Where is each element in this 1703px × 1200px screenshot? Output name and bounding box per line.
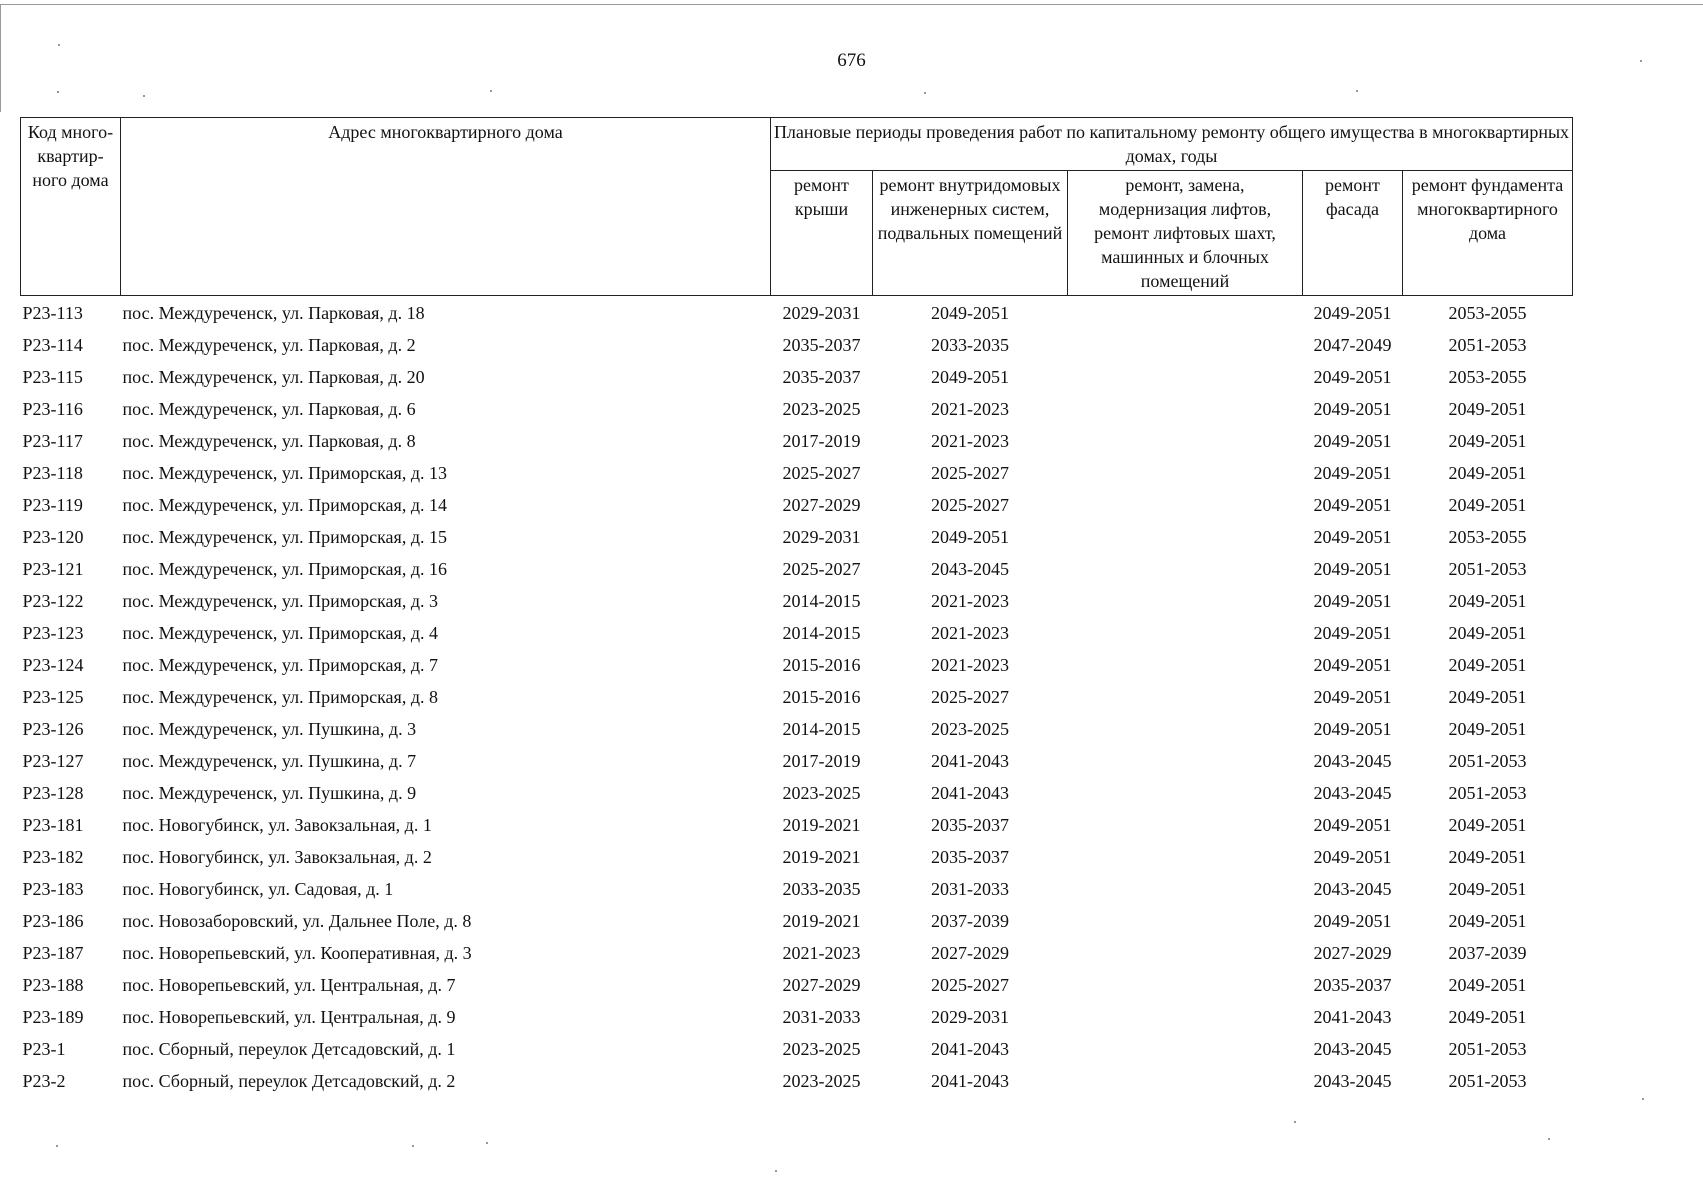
- cell-foundation: 2049-2051: [1448, 622, 1527, 643]
- cell-elevators: [1068, 549, 1303, 581]
- cell-foundation: 2049-2051: [1448, 590, 1527, 611]
- cell-systems: 2021-2023: [931, 654, 1009, 675]
- cell-code: Р23-121: [22, 558, 84, 579]
- cell-elevators: [1068, 1029, 1303, 1061]
- cell-facade: 2049-2051: [1313, 622, 1392, 643]
- cell-facade: 2043-2045: [1313, 878, 1392, 899]
- scan-speck: [58, 44, 60, 46]
- cell-systems: 2041-2043: [931, 1070, 1009, 1091]
- cell-elevators: [1068, 997, 1303, 1029]
- scan-speck: [56, 1145, 58, 1147]
- table-row: [21, 485, 1573, 517]
- cell-address: пос. Междуреченск, ул. Парковая, д. 8: [122, 430, 416, 451]
- cell-foundation: 2037-2039: [1448, 942, 1527, 963]
- cell-facade: 2043-2045: [1313, 1070, 1392, 1091]
- header-house-code: Код много-квартир-ного дома: [21, 118, 121, 296]
- cell-systems: 2041-2043: [931, 1038, 1009, 1059]
- cell-code: Р23-123: [22, 622, 84, 643]
- cell-code: Р23-117: [22, 430, 83, 451]
- cell-roof: 2019-2021: [782, 910, 861, 931]
- cell-facade: 2043-2045: [1313, 1038, 1392, 1059]
- cell-systems: 2023-2025: [931, 718, 1009, 739]
- cell-code: Р23-128: [22, 782, 84, 803]
- cell-elevators: [1068, 296, 1303, 325]
- cell-facade: 2049-2051: [1313, 302, 1392, 323]
- cell-roof: 2027-2029: [782, 494, 861, 515]
- scan-speck: [924, 92, 926, 94]
- scan-speck: [1294, 1121, 1296, 1123]
- scan-speck: [486, 1142, 488, 1144]
- cell-elevators: [1068, 581, 1303, 613]
- table-row: [21, 997, 1573, 1029]
- cell-code: Р23-115: [22, 366, 83, 387]
- table-row: [21, 357, 1573, 389]
- table-row: [21, 677, 1573, 709]
- cell-foundation: 2049-2051: [1448, 718, 1527, 739]
- table-row: [21, 549, 1573, 581]
- cell-facade: 2049-2051: [1313, 462, 1392, 483]
- cell-facade: 2049-2051: [1313, 814, 1392, 835]
- cell-foundation: 2051-2053: [1448, 750, 1527, 771]
- scan-speck: [143, 95, 145, 97]
- table-row: [21, 453, 1573, 485]
- cell-foundation: 2051-2053: [1448, 334, 1527, 355]
- cell-systems: 2033-2035: [931, 334, 1009, 355]
- cell-roof: 2029-2031: [782, 526, 861, 547]
- cell-elevators: [1068, 1061, 1303, 1093]
- scan-speck: [1356, 90, 1358, 92]
- table-row: [21, 325, 1573, 357]
- cell-elevators: [1068, 677, 1303, 709]
- cell-code: Р23-119: [22, 494, 83, 515]
- cell-roof: 2031-2033: [782, 1006, 861, 1027]
- table-row: [21, 933, 1573, 965]
- cell-elevators: [1068, 389, 1303, 421]
- cell-elevators: [1068, 773, 1303, 805]
- cell-elevators: [1068, 421, 1303, 453]
- cell-roof: 2015-2016: [782, 686, 861, 707]
- cell-elevators: [1068, 901, 1303, 933]
- cell-foundation: 2051-2053: [1448, 1038, 1527, 1059]
- cell-address: пос. Междуреченск, ул. Парковая, д. 18: [122, 302, 425, 323]
- cell-facade: 2049-2051: [1313, 846, 1392, 867]
- cell-elevators: [1068, 965, 1303, 997]
- cell-roof: 2014-2015: [782, 718, 861, 739]
- cell-address: пос. Сборный, переулок Детсадовский, д. 2: [122, 1070, 456, 1091]
- cell-address: пос. Междуреченск, ул. Пушкина, д. 9: [122, 782, 417, 803]
- scan-speck: [490, 90, 492, 92]
- table-row: [21, 773, 1573, 805]
- cell-elevators: [1068, 613, 1303, 645]
- cell-systems: 2041-2043: [931, 750, 1009, 771]
- cell-address: пос. Междуреченск, ул. Приморская, д. 14: [122, 494, 447, 515]
- cell-facade: 2027-2029: [1313, 942, 1392, 963]
- cell-address: пос. Сборный, переулок Детсадовский, д. 1: [122, 1038, 456, 1059]
- cell-systems: 2025-2027: [931, 462, 1009, 483]
- cell-code: Р23-125: [22, 686, 84, 707]
- cell-foundation: 2049-2051: [1448, 910, 1527, 931]
- scan-speck: [412, 1145, 414, 1147]
- cell-roof: 2023-2025: [782, 1070, 861, 1091]
- cell-address: пос. Междуреченск, ул. Приморская, д. 7: [122, 654, 438, 675]
- cell-elevators: [1068, 517, 1303, 549]
- cell-address: пос. Новорепьевский, ул. Центральная, д. 9: [122, 1006, 456, 1027]
- cell-code: Р23-126: [22, 718, 84, 739]
- cell-systems: 2021-2023: [931, 590, 1009, 611]
- cell-facade: 2035-2037: [1313, 974, 1392, 995]
- cell-code: Р23-120: [22, 526, 84, 547]
- cell-facade: 2043-2045: [1313, 782, 1392, 803]
- cell-elevators: [1068, 645, 1303, 677]
- scan-speck: [775, 1170, 777, 1172]
- cell-address: пос. Новогубинск, ул. Завокзальная, д. 2: [122, 846, 432, 867]
- cell-address: пос. Междуреченск, ул. Приморская, д. 3: [122, 590, 438, 611]
- cell-facade: 2049-2051: [1313, 526, 1392, 547]
- cell-address: пос. Новогубинск, ул. Завокзальная, д. 1: [122, 814, 432, 835]
- table-row: [21, 421, 1573, 453]
- cell-roof: 2035-2037: [782, 334, 861, 355]
- cell-elevators: [1068, 933, 1303, 965]
- header-facade-repair: ремонт фасада: [1303, 171, 1403, 296]
- cell-roof: 2017-2019: [782, 430, 861, 451]
- cell-systems: 2035-2037: [931, 814, 1009, 835]
- cell-roof: 2014-2015: [782, 590, 861, 611]
- cell-roof: 2029-2031: [782, 302, 861, 323]
- table-row: [21, 645, 1573, 677]
- page-number: 676: [837, 50, 866, 71]
- cell-code: Р23-127: [22, 750, 84, 771]
- cell-elevators: [1068, 869, 1303, 901]
- table-row: [21, 296, 1573, 325]
- cell-foundation: 2051-2053: [1448, 782, 1527, 803]
- cell-facade: 2049-2051: [1313, 430, 1392, 451]
- cell-code: Р23-1: [22, 1038, 66, 1059]
- cell-facade: 2047-2049: [1313, 334, 1392, 355]
- cell-roof: 2035-2037: [782, 366, 861, 387]
- cell-foundation: 2049-2051: [1448, 878, 1527, 899]
- cell-address: пос. Междуреченск, ул. Парковая, д. 20: [122, 366, 425, 387]
- cell-code: Р23-113: [22, 302, 83, 323]
- cell-code: Р23-122: [22, 590, 84, 611]
- cell-code: Р23-114: [22, 334, 83, 355]
- cell-facade: 2049-2051: [1313, 494, 1392, 515]
- cell-facade: 2049-2051: [1313, 398, 1392, 419]
- cell-code: Р23-2: [22, 1070, 66, 1091]
- cell-foundation: 2049-2051: [1448, 430, 1527, 451]
- cell-facade: 2049-2051: [1313, 654, 1392, 675]
- header-elevator-repair: ремонт, замена, модернизация лифтов, ремонт лифтовых шахт, машинных и блочных помещений: [1068, 171, 1303, 296]
- cell-roof: 2023-2025: [782, 782, 861, 803]
- table-row: [21, 1029, 1573, 1061]
- cell-elevators: [1068, 837, 1303, 869]
- cell-roof: 2025-2027: [782, 462, 861, 483]
- header-foundation-repair: ремонт фундамента многоквартирного дома: [1403, 171, 1573, 296]
- cell-code: Р23-124: [22, 654, 84, 675]
- cell-address: пос. Новорепьевский, ул. Центральная, д. 7: [122, 974, 456, 995]
- cell-roof: 2019-2021: [782, 846, 861, 867]
- cell-foundation: 2049-2051: [1448, 494, 1527, 515]
- cell-foundation: 2049-2051: [1448, 974, 1527, 995]
- cell-roof: 2033-2035: [782, 878, 861, 899]
- cell-code: Р23-188: [22, 974, 84, 995]
- cell-code: Р23-182: [22, 846, 84, 867]
- cell-roof: 2025-2027: [782, 558, 861, 579]
- cell-address: пос. Междуреченск, ул. Приморская, д. 15: [122, 526, 447, 547]
- cell-foundation: 2049-2051: [1448, 1006, 1527, 1027]
- table-row: [21, 741, 1573, 773]
- cell-facade: 2049-2051: [1313, 590, 1392, 611]
- cell-address: пос. Междуреченск, ул. Парковая, д. 6: [122, 398, 416, 419]
- cell-address: пос. Междуреченск, ул. Приморская, д. 13: [122, 462, 447, 483]
- cell-foundation: 2053-2055: [1448, 302, 1527, 323]
- cell-elevators: [1068, 741, 1303, 773]
- scan-speck: [1640, 60, 1642, 62]
- cell-systems: 2025-2027: [931, 686, 1009, 707]
- cell-foundation: 2051-2053: [1448, 558, 1527, 579]
- cell-systems: 2021-2023: [931, 430, 1009, 451]
- cell-systems: 2029-2031: [931, 1006, 1009, 1027]
- cell-elevators: [1068, 805, 1303, 837]
- table-row: [21, 805, 1573, 837]
- cell-code: Р23-189: [22, 1006, 84, 1027]
- cell-address: пос. Новорепьевский, ул. Кооперативная, д. 3: [122, 942, 472, 963]
- cell-code: Р23-116: [22, 398, 83, 419]
- cell-foundation: 2053-2055: [1448, 366, 1527, 387]
- cell-foundation: 2049-2051: [1448, 654, 1527, 675]
- cell-systems: 2021-2023: [931, 398, 1009, 419]
- cell-elevators: [1068, 357, 1303, 389]
- cell-systems: 2043-2045: [931, 558, 1009, 579]
- cell-elevators: [1068, 485, 1303, 517]
- cell-systems: 2041-2043: [931, 782, 1009, 803]
- cell-address: пос. Междуреченск, ул. Пушкина, д. 7: [122, 750, 417, 771]
- cell-facade: 2041-2043: [1313, 1006, 1392, 1027]
- cell-foundation: 2049-2051: [1448, 462, 1527, 483]
- cell-roof: 2021-2023: [782, 942, 861, 963]
- table-row: [21, 581, 1573, 613]
- cell-facade: 2049-2051: [1313, 686, 1392, 707]
- page-border-top: [0, 4, 1703, 5]
- cell-address: пос. Междуреченск, ул. Пушкина, д. 3: [122, 718, 417, 739]
- cell-systems: 2025-2027: [931, 974, 1009, 995]
- cell-systems: 2049-2051: [931, 302, 1009, 323]
- table-row: [21, 965, 1573, 997]
- cell-roof: 2017-2019: [782, 750, 861, 771]
- cell-systems: 2021-2023: [931, 622, 1009, 643]
- cell-elevators: [1068, 325, 1303, 357]
- cell-roof: 2014-2015: [782, 622, 861, 643]
- cell-facade: 2049-2051: [1313, 718, 1392, 739]
- cell-roof: 2027-2029: [782, 974, 861, 995]
- cell-facade: 2049-2051: [1313, 366, 1392, 387]
- cell-systems: 2049-2051: [931, 366, 1009, 387]
- cell-foundation: 2049-2051: [1448, 686, 1527, 707]
- cell-elevators: [1068, 709, 1303, 741]
- cell-roof: 2019-2021: [782, 814, 861, 835]
- header-engineering-systems-repair: ремонт внутридомовых инженерных систем, подвальных помещений: [873, 171, 1068, 296]
- cell-foundation: 2049-2051: [1448, 814, 1527, 835]
- cell-address: пос. Междуреченск, ул. Приморская, д. 4: [122, 622, 438, 643]
- table-row: [21, 869, 1573, 901]
- table-row: [21, 517, 1573, 549]
- cell-systems: 2027-2029: [931, 942, 1009, 963]
- cell-roof: 2023-2025: [782, 398, 861, 419]
- table-row: [21, 709, 1573, 741]
- cell-systems: 2049-2051: [931, 526, 1009, 547]
- table-row: [21, 837, 1573, 869]
- cell-address: пос. Междуреченск, ул. Приморская, д. 16: [122, 558, 447, 579]
- cell-code: Р23-181: [22, 814, 84, 835]
- cell-address: пос. Междуреченск, ул. Приморская, д. 8: [122, 686, 438, 707]
- header-address: Адрес многоквартирного дома: [121, 118, 771, 296]
- table-row: [21, 1061, 1573, 1093]
- scan-speck: [1548, 1138, 1550, 1140]
- cell-foundation: 2053-2055: [1448, 526, 1527, 547]
- capital-repair-schedule-table: [20, 117, 1573, 1093]
- cell-code: Р23-187: [22, 942, 84, 963]
- cell-systems: 2031-2033: [931, 878, 1009, 899]
- scan-speck: [57, 91, 59, 93]
- cell-code: Р23-183: [22, 878, 84, 899]
- cell-elevators: [1068, 453, 1303, 485]
- cell-systems: 2037-2039: [931, 910, 1009, 931]
- header-planned-periods: Плановые периоды проведения работ по капитальному ремонту общего имущества в многоквартирных домах, годы: [771, 118, 1573, 171]
- cell-facade: 2043-2045: [1313, 750, 1392, 771]
- cell-roof: 2023-2025: [782, 1038, 861, 1059]
- cell-foundation: 2049-2051: [1448, 398, 1527, 419]
- table-row: [21, 389, 1573, 421]
- cell-address: пос. Новозаборовский, ул. Дальнее Поле, д. 8: [122, 910, 472, 931]
- table-row: [21, 613, 1573, 645]
- scan-speck: [1642, 1098, 1644, 1100]
- cell-foundation: 2049-2051: [1448, 846, 1527, 867]
- cell-systems: 2025-2027: [931, 494, 1009, 515]
- cell-systems: 2035-2037: [931, 846, 1009, 867]
- header-roof-repair: ремонт крыши: [771, 171, 873, 296]
- cell-code: Р23-118: [22, 462, 83, 483]
- cell-roof: 2015-2016: [782, 654, 861, 675]
- cell-address: пос. Новогубинск, ул. Садовая, д. 1: [122, 878, 394, 899]
- cell-address: пос. Междуреченск, ул. Парковая, д. 2: [122, 334, 416, 355]
- cell-facade: 2049-2051: [1313, 910, 1392, 931]
- cell-facade: 2049-2051: [1313, 558, 1392, 579]
- cell-code: Р23-186: [22, 910, 84, 931]
- cell-foundation: 2051-2053: [1448, 1070, 1527, 1091]
- table-row: [21, 901, 1573, 933]
